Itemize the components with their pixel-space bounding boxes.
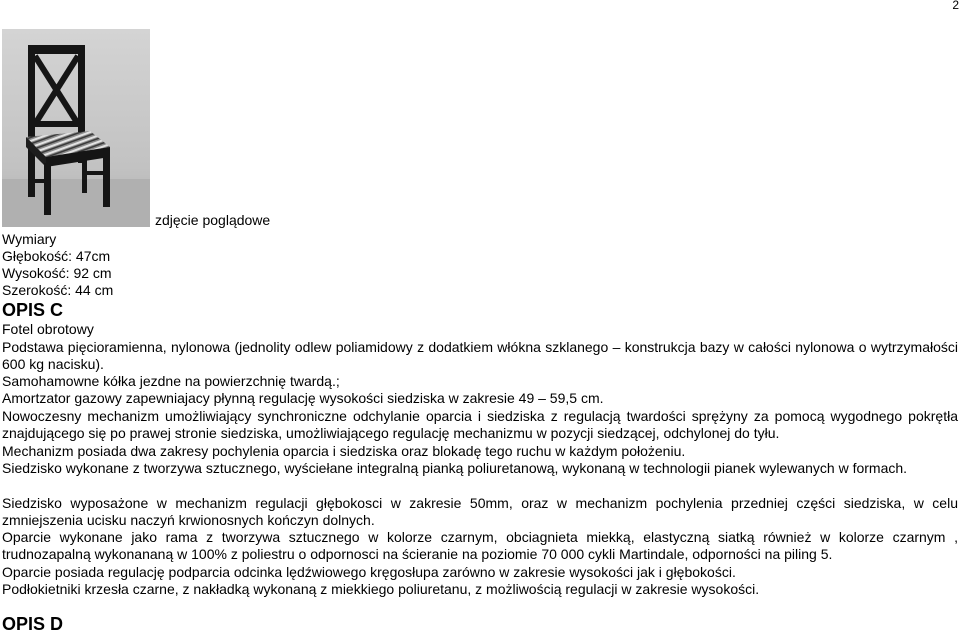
opis-c-paragraph: Oparcie wykonane jako rama z tworzywa sztucznego w kolorze czarnym, obciagnieta miekką, elastyczną siatką również w kolorze czarnym , trudnozapalną wykonananą w 100% z poliestru o odpornosci na ścieranie na poziomie 70 000 cykli Martindale, odporności na piling 5. — [2, 529, 958, 562]
dimension-depth: Głębokość: 47cm — [2, 248, 111, 264]
photo-caption: zdjęcie poglądowe — [155, 212, 271, 228]
dimensions-title: Wymiary — [2, 231, 57, 247]
opis-c-paragraph: Amortzator gazowy zapewniajacy płynną regulację wysokości siedziska w zakresie 49 – 59,5 cm. — [2, 390, 604, 406]
opis-c-paragraph: Mechanizm posiada dwa zakresy pochylenia oparcia i siedziska oraz blokadę tego ruchu w każdym położeniu. — [2, 443, 686, 459]
chair-photo — [2, 29, 150, 227]
dimension-height: Wysokość: 92 cm — [2, 265, 112, 281]
page-number: 2 — [952, 0, 959, 12]
opis-c-heading: OPIS C — [2, 300, 64, 320]
opis-c-paragraph: Samohamowne kółka jezdne na powierzchnię twardą.; — [2, 373, 340, 389]
opis-c-subtitle: Fotel obrotowy — [2, 321, 94, 337]
opis-c-paragraph: Podstawa pięcioramienna, nylonowa (jednolity odlew poliamidowy z dodatkiem włókna szklanego – konstrukcja bazy w całości nylonowa o wytrzymałości 600 kg nacisku). — [2, 339, 958, 372]
dimension-width: Szerokość: 44 cm — [2, 282, 114, 298]
opis-c-paragraph: Siedzisko wyposażone w mechanizm regulacji głębokosci w zakresie 50mm, oraz w mechanizm pochylenia przedniej części siedziska, w celu zmniejszenia ucisku naczyń krwionosnych kończyn dolnych. — [2, 495, 958, 528]
opis-c-paragraph: Podłokietniki krzesła czarne, z nakładką wykonaną z miekkiego poliuretanu, z możliwością regulacji w zakresie wysokości. — [2, 581, 760, 597]
opis-c-paragraph: Nowoczesny mechanizm umożliwiający synchroniczne odchylanie oparcia i siedziska z regulacją twardości sprężyny za pomocą wygodnego pokrętła znajdującego się po prawej stronie siedziska, umożliwiającego regulację mechanizmu w pozycji siedzącej, odchylonej do tyłu. — [2, 408, 958, 441]
opis-c-paragraph: Oparcie posiada regulację podparcia odcinka lędźwiowego kręgosłupa zarówno w zakresie wysokości jak i głębokości. — [2, 564, 736, 580]
opis-c-paragraph: Siedzisko wykonane z tworzywa sztucznego, wyściełane integralną pianką poliuretanową, wykonaną w technologii pianek wylewanych w formach. — [2, 460, 908, 476]
opis-d-heading: OPIS D — [2, 614, 64, 634]
